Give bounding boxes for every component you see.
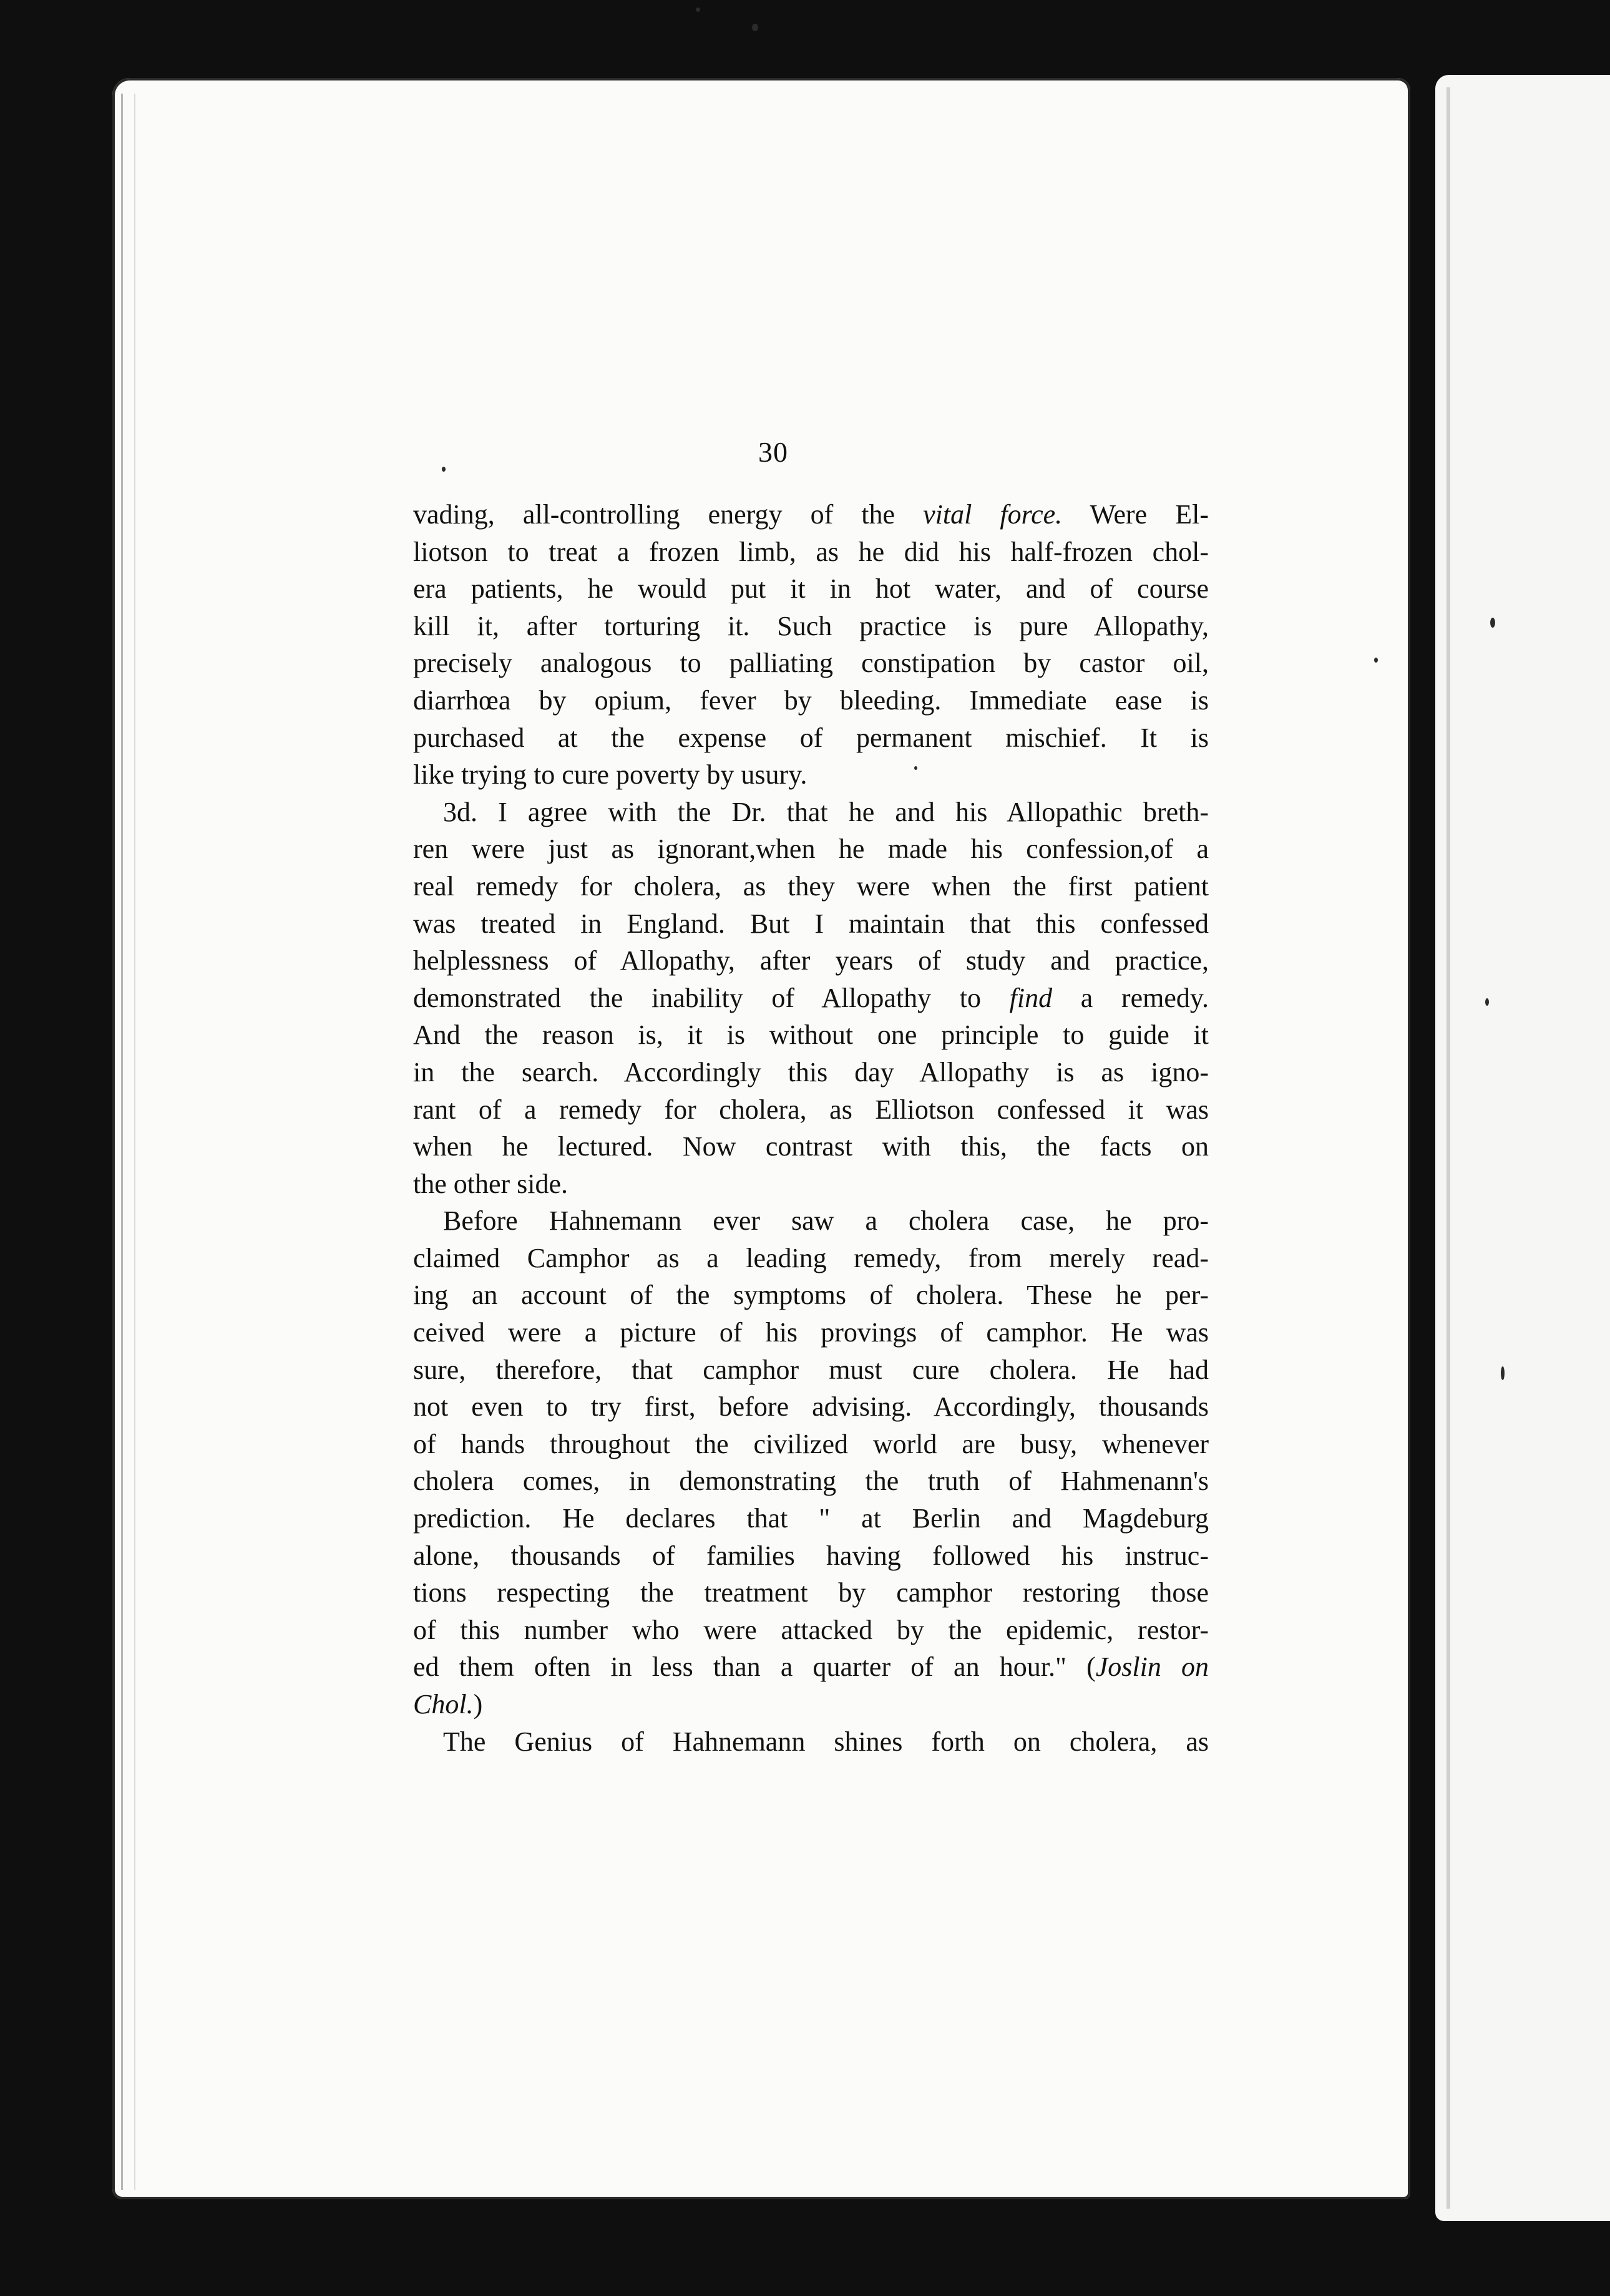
text-line: rant of a remedy for cholera, as Elliotson confessed it was: [413, 1094, 1209, 1125]
text-line: prediction. He declares that " at Berlin and Magdeburg: [413, 1503, 1209, 1534]
text-line: 3d. I agree with the Dr. that he and his Allopathic breth-: [443, 796, 1209, 827]
text-line: was treated in England. But I maintain that this confessed: [413, 908, 1209, 939]
body-text: [413, 496, 1209, 1760]
text-line: Before Hahnemann ever saw a cholera case, he pro-: [443, 1205, 1209, 1237]
text-line: [413, 980, 1209, 1017]
text-line: alone, thousands of families having followed his instruc-: [413, 1540, 1209, 1571]
page-number: 30: [758, 436, 788, 468]
text-segment: vading, all-controlling energy of the: [413, 499, 924, 530]
text-line: not even to try first, before advising. Accordingly, thousands: [413, 1391, 1209, 1423]
text-line: ren were just as ignorant,when he made his confession,of a: [413, 834, 1209, 865]
text-line: purchased at the expense of permanent mischief. It is: [413, 722, 1209, 753]
text-segment: ): [473, 1689, 483, 1720]
text-line: when he lectured. Now contrast with this, the facts on: [413, 1131, 1209, 1162]
text-line: era patients, he would put it in hot water, and of course: [413, 573, 1209, 605]
scan-speck: [1374, 658, 1378, 663]
text-line: real remedy for cholera, as they were when the first patient: [413, 870, 1209, 902]
text-line: like trying to cure poverty by usury.: [413, 759, 807, 790]
scan-speck: [696, 7, 700, 12]
text-segment: ed them often in less than a quarter of an hour." (: [413, 1651, 1096, 1683]
scan-speck: [1485, 998, 1489, 1006]
text-segment: a remedy.: [1052, 982, 1209, 1013]
page-left-edge: [121, 94, 135, 2190]
text-line: in the search. Accordingly this day Allopathy is as igno-: [413, 1056, 1209, 1087]
text-line: tions respecting the treatment by camphor restoring those: [413, 1577, 1209, 1608]
italic-text: Chol.: [413, 1689, 474, 1720]
text-line: of this number who were attacked by the epidemic, restor-: [413, 1614, 1209, 1645]
text-line: helplessness of Allopathy, after years of study and practice,: [413, 945, 1209, 976]
scan-speck: [1490, 618, 1495, 628]
text-line: liotson to treat a frozen limb, as he did his half-frozen chol-: [413, 536, 1209, 567]
scan-speck: [442, 467, 446, 472]
text-line: [413, 1648, 1209, 1686]
adjacent-page-edge: [1435, 75, 1610, 2221]
text-segment: Were El-: [1062, 499, 1209, 530]
text-line: claimed Camphor as a leading remedy, from merely read-: [413, 1242, 1209, 1273]
italic-text: find: [1009, 982, 1053, 1013]
text-line: [413, 496, 1209, 533]
text-line: sure, therefore, that camphor must cure cholera. He had: [413, 1354, 1209, 1385]
text-line: the other side.: [413, 1168, 568, 1199]
adjacent-page-binding: [1447, 87, 1450, 2209]
text-line: precisely analogous to palliating constipation by castor oil,: [413, 648, 1209, 679]
scan-speck: [1501, 1366, 1505, 1380]
text-line: ing an account of the symptoms of cholera. These he per-: [413, 1280, 1209, 1311]
text-line: And the reason is, it is without one principle to guide it: [413, 1019, 1209, 1051]
text-line: ceived were a picture of his provings of camphor. He was: [413, 1317, 1209, 1348]
scan-speck: [752, 24, 758, 31]
text-line: of hands throughout the civilized world are busy, whenever: [413, 1428, 1209, 1459]
italic-text: Joslin on: [1095, 1651, 1209, 1683]
text-line: cholera comes, in demonstrating the truth of Hahmenann's: [413, 1466, 1209, 1497]
text-line: The Genius of Hahnemann shines forth on cholera, as: [443, 1726, 1209, 1757]
text-segment: demonstrated the inability of Allopathy to: [413, 982, 1010, 1013]
text-line: diarrhœa by opium, fever by bleeding. Immediate ease is: [413, 684, 1209, 716]
text-line: kill it, after torturing it. Such practice is pure Allopathy,: [413, 610, 1209, 641]
text-line: [413, 1686, 1209, 1723]
italic-text: vital force.: [923, 499, 1063, 530]
